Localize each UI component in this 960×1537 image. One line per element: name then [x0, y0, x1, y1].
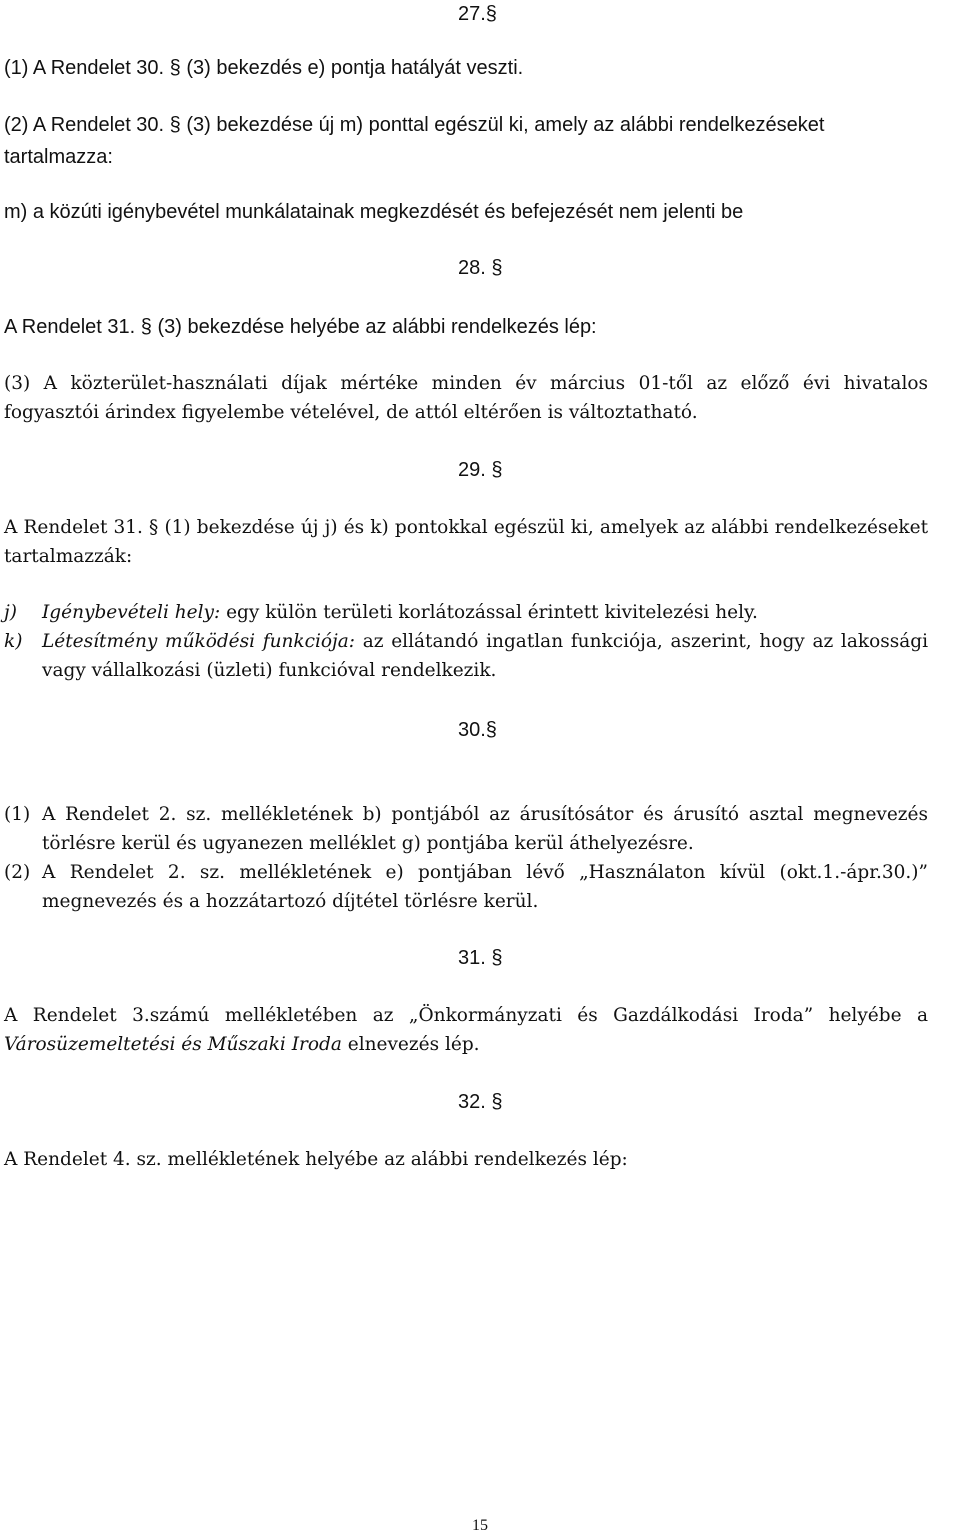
section-heading-28: 28. §	[458, 257, 503, 279]
paragraph-27-1: (1) A Rendelet 30. § (3) bekezdés e) pontja hatályát veszti.	[4, 57, 524, 79]
list-text-j	[42, 598, 928, 627]
section-heading-32: 32. §	[458, 1091, 503, 1113]
paragraph-30-2	[4, 858, 928, 916]
paragraph-29-intro: A Rendelet 31. § (1) bekezdése új j) és k) pontokkal egészül ki, amelyek az alábbi rendelkezéseket tartalmazzák:	[4, 517, 928, 567]
section-heading-27: 27.§	[458, 3, 497, 25]
list-item-k	[4, 627, 928, 685]
paragraph-27-2: (2) A Rendelet 30. § (3) bekezdése új m) ponttal egészül ki, amely az alábbi rendelkezéseket tartalmazza:	[4, 114, 825, 168]
list-item-j	[4, 598, 928, 627]
paragraph-31-text-b: elnevezés lép.	[341, 1034, 480, 1055]
section-heading-29: 29. §	[458, 459, 503, 481]
paragraph-28-intro: A Rendelet 31. § (3) bekezdése helyébe az alábbi rendelkezés lép:	[4, 316, 597, 338]
page-number: 15	[472, 1517, 488, 1534]
paragraph-31-new-name: Városüzemeltetési és Műszaki Iroda	[4, 1034, 342, 1055]
list-label-k: k)	[4, 631, 23, 652]
paragraph-30-1-label: (1)	[4, 804, 31, 825]
paragraph-31-text-a: A Rendelet 3.számú mellékletében az „Önkormányzati és Gazdálkodási Iroda” helyébe a	[4, 1005, 928, 1026]
paragraph-32: A Rendelet 4. sz. mellékletének helyébe az alábbi rendelkezés lép:	[4, 1149, 628, 1170]
list-label-j: j)	[4, 602, 17, 623]
paragraph-28-body: (3) A közterület-használati díjak mértéke minden év március 01-től az előző évi hivatalos fogyasztói árindex figyelembe vételével, de attól eltérően is változtatható.	[4, 373, 928, 423]
paragraph-30-2-label: (2)	[4, 862, 31, 883]
paragraph-30-2-text: A Rendelet 2. sz. mellékletének e) pontjában lévő „Használaton kívül (okt.1.-ápr.30.)” megnevezés és a hozzátartozó díjtétel törlésre kerül.	[42, 862, 928, 912]
paragraph-31	[4, 1001, 928, 1059]
paragraph-30-1	[4, 800, 928, 858]
paragraph-30-1-text: A Rendelet 2. sz. mellékletének b) pontjából az árusítósátor és árusító asztal megnevezés törlésre kerül és ugyanezen melléklet g) pontjába kerül áthelyezésre.	[42, 804, 928, 854]
definition-k: az ellátandó ingatlan funkciója, aszerint, hogy az lakossági vagy vállalkozási (üzleti) funkcióval rendelkezik.	[42, 631, 929, 681]
term-j: Igénybevételi hely:	[42, 602, 221, 623]
section-heading-30: 30.§	[458, 719, 497, 741]
list-text-k	[42, 627, 928, 685]
section-heading-31: 31. §	[458, 947, 503, 969]
definition-j: egy külön területi korlátozással érintett kivitelezési hely.	[220, 602, 758, 623]
term-k: Létesítmény működési funkciója:	[42, 631, 356, 652]
paragraph-27-3: m) a közúti igénybevétel munkálatainak megkezdését és befejezését nem jelenti be	[4, 201, 744, 223]
